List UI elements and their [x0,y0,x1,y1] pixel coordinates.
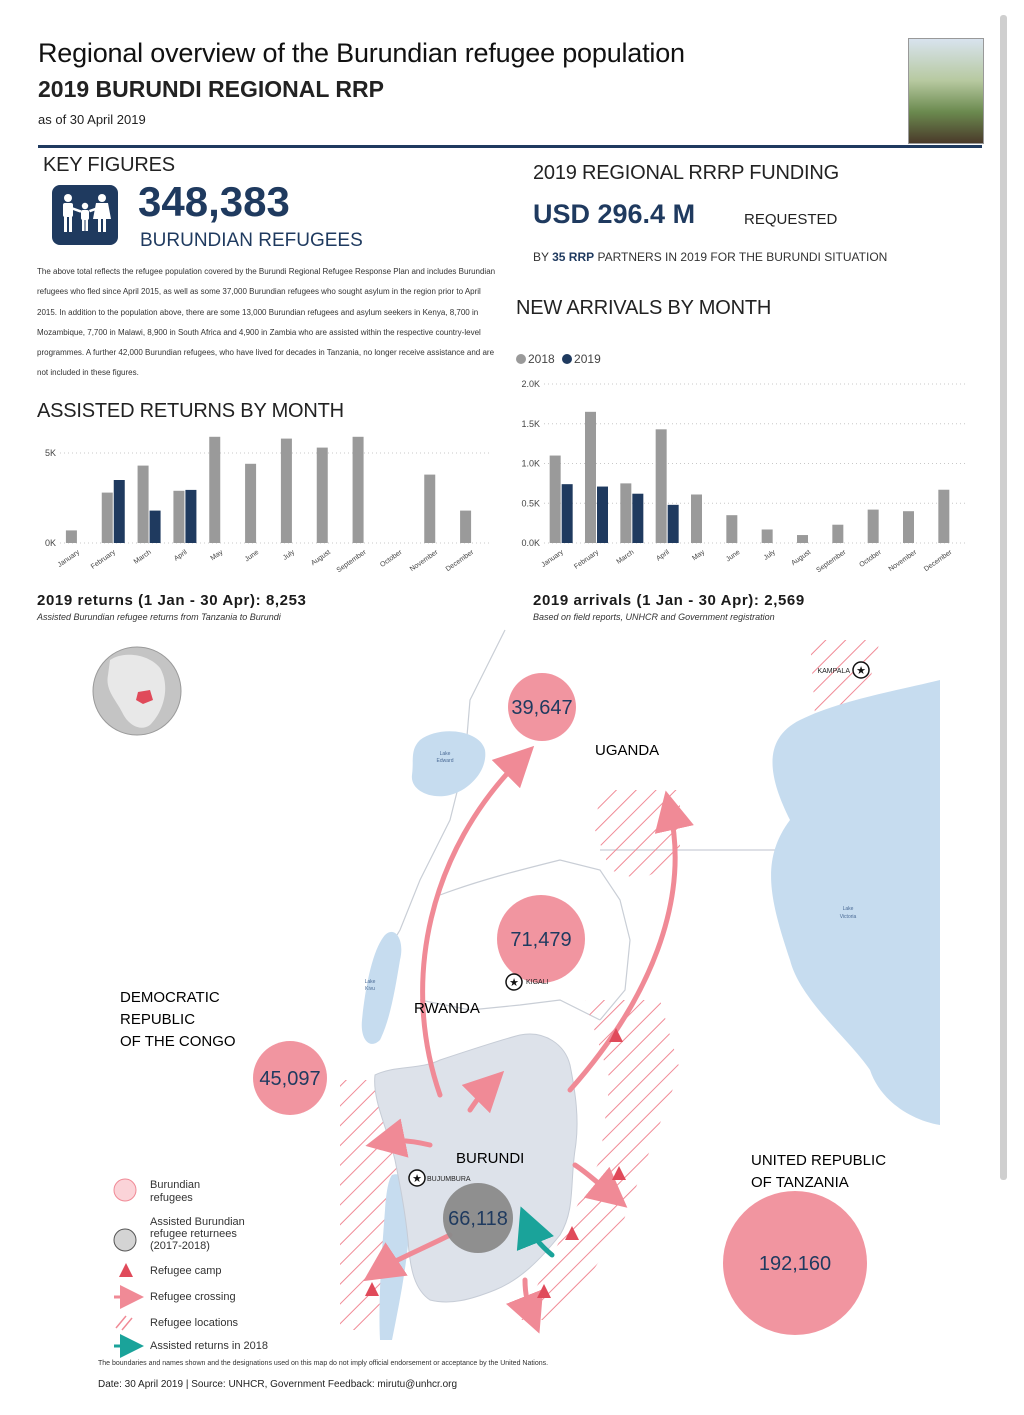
bar-2019-february [597,487,608,543]
rwanda-refugees-figure: 71,479 [510,929,572,951]
family-icon [52,185,118,245]
bar-2018-july [762,529,773,543]
as-of-date: as of 30 April 2019 [38,112,146,127]
bar-2018-december [460,511,471,543]
y-tick-label: 0K [44,538,56,548]
y-tick-label: 0.5K [521,498,540,509]
bar-2018-august [797,535,808,543]
bar-2018-december [938,490,949,543]
uganda-label: UGANDA [595,742,660,759]
y-tick-label: 1.0K [521,458,540,469]
bar-2018-november [903,511,914,543]
arrivals-stat-sub: Based on field reports, UNHCR and Government registration [533,612,775,622]
camp-legend-icon [119,1263,133,1277]
arrivals-chart [506,374,976,584]
x-tick-label: April [173,548,189,563]
bar-2018-january [550,456,561,543]
vertical-scrollbar[interactable] [1000,15,1007,1180]
returns-stat: 2019 returns (1 Jan - 30 Apr): 8,253 [37,592,307,609]
lake-kivu-label-2: Kivu [365,986,375,992]
tanzania-label-line2: OF TANZANIA [751,1174,849,1191]
arrivals-stat: 2019 arrivals (1 Jan - 30 Apr): 2,569 [533,592,805,609]
x-tick-label: May [209,548,225,563]
drc-label-line2: REPUBLIC [120,1011,196,1028]
bar-2018-july [281,439,292,543]
legend-2018-swatch [516,354,526,364]
star-glyph: ★ [509,977,519,989]
drc-label-line1: DEMOCRATIC [120,989,220,1006]
x-tick-label: August [310,548,332,568]
bar-2018-march [620,483,631,543]
y-tick-label: 1.5K [521,418,540,429]
bar-2018-february [102,493,113,543]
x-tick-label: September [335,548,368,575]
lake-victoria-label-1: Lake [842,906,854,912]
page-subtitle: 2019 BURUNDI REGIONAL RRP [38,76,384,102]
locations-legend-hatch [116,1316,132,1330]
bar-2018-november [424,475,435,543]
x-tick-label: July [762,548,777,562]
key-figures-paragraph: The above total reflects the refugee population covered by the Burundi Regional Refugee Response Plan and includes Burundian refugees who fled since April 2015, as well as some 37,000 Burundian refugees who sought asylum in the region prior to April 2015. In addition to the population above, there are some 13,000 Burundian refugees and asylum seekers in Kenya, 8,700 in Mozambique, 7,700 in Malawi, 8,900 in South Africa and 4,900 in Zambia who are assisted within the respective country-level programmes. A further 42,000 Burundian refugees, who have lived for decades in Tanzania, no longer receive assistance and are not included in these figures. [37,267,496,378]
funding-amount: USD 296.4 M [533,199,696,229]
x-tick-label: December [923,548,954,574]
page-title: Regional overview of the Burundian refugee population [38,38,685,68]
x-tick-label: December [444,548,476,574]
x-tick-label: February [89,548,117,571]
legend-returns-line1: Assisted Burundian [150,1216,245,1228]
x-tick-label: January [56,548,82,569]
lake-edward-label-1: Lake [439,751,451,757]
x-tick-label: February [573,548,601,571]
bar-2018-may [691,495,702,543]
bar-2019-march [632,494,643,543]
legend-crossing: Refugee crossing [150,1291,236,1303]
bar-2018-september [353,437,364,543]
bar-2018-october [868,510,879,543]
burundi-returns-figure: 66,118 [448,1208,508,1230]
tanzania-refugees-figure: 192,160 [758,1253,832,1275]
legend-2019-label: 2019 [574,352,601,366]
legend-refugees-line2: refugees [150,1192,193,1204]
y-tick-label: 2.0K [521,379,540,389]
star-glyph: ★ [856,665,866,677]
y-tick-label: 5K [44,448,56,458]
regional-map [0,625,1000,1360]
bar-2019-march [150,511,161,543]
kigali-label: KIGALI [526,979,549,986]
lake-edward-label-2: Edward [436,758,454,764]
refugee-total: 348,383 [138,178,290,225]
bar-2019-february [114,480,125,543]
bar-2018-may [209,437,220,543]
lake-kivu-label-1: Lake [364,979,376,985]
arrivals-legend [516,352,601,366]
map-legend [114,1179,268,1352]
funding-note-prefix: BY [533,250,553,264]
bar-2019-january [562,484,573,543]
funding-partners: 35 RRP [552,250,595,264]
legend-assisted: Assisted returns in 2018 [150,1340,269,1352]
returns-stat-sub: Assisted Burundian refugee returns from Tanzania to Burundi [37,612,281,622]
legend-locations: Refugee locations [150,1317,239,1329]
funding-note-suffix: PARTNERS IN 2019 FOR THE BURUNDI SITUATION [594,250,888,264]
funding-heading: 2019 REGIONAL RRRP FUNDING [533,162,839,184]
legend-camp: Refugee camp [150,1265,222,1277]
returns-chart [30,425,500,585]
legend-returns-swatch [114,1229,136,1251]
bujumbura-label: BUJUMBURA [427,1176,471,1183]
lake-victoria-label-2: Victoria [839,914,857,920]
x-tick-label: October [379,548,404,569]
y-tick-label: 0.0K [521,538,540,548]
bar-2019-april [668,505,679,543]
tanzania-label-line1: UNITED REPUBLIC [751,1152,887,1169]
legend-refugee-swatch [114,1179,136,1201]
x-tick-label: November [887,548,919,574]
x-tick-label: March [132,548,153,566]
drc-refugees-figure: 45,097 [259,1068,321,1090]
bar-2018-march [138,466,149,543]
bar-2018-april [173,491,184,543]
bar-2018-january [66,530,77,543]
bar-2018-august [317,448,328,543]
header-divider [38,145,982,148]
x-tick-label: June [243,548,261,564]
bar-2019-april [185,490,196,543]
returns-heading: ASSISTED RETURNS BY MONTH [37,400,344,422]
burundi-label: BURUNDI [456,1150,525,1167]
rwanda-label: RWANDA [414,1000,480,1017]
refugee-total-label: BURUNDIAN REFUGEES [140,230,363,251]
x-tick-label: July [281,548,297,562]
bar-2018-september [832,525,843,543]
kampala-label: KAMPALA [817,668,850,675]
x-tick-label: March [615,548,636,566]
footer-source: Date: 30 April 2019 | Source: UNHCR, Government Feedback: mirutu@unhcr.org [98,1379,458,1390]
legend-refugees-line1: Burundian [150,1179,201,1191]
cover-photo [908,38,984,144]
x-tick-label: May [691,548,707,563]
funding-requested-label: REQUESTED [744,211,838,228]
legend-2018-label: 2018 [528,352,555,366]
lake-victoria [771,680,940,1125]
x-tick-label: January [540,548,565,569]
bar-2018-june [245,464,256,543]
legend-2019-swatch [562,354,572,364]
star-glyph: ★ [412,1173,422,1185]
x-tick-label: September [815,548,848,575]
x-tick-label: October [858,548,883,569]
bar-2018-june [726,515,737,543]
x-tick-label: April [655,548,671,563]
bar-2018-april [656,429,667,543]
x-tick-label: August [790,548,813,568]
legend-returns-line3: (2017-2018) [150,1240,210,1252]
x-tick-label: November [408,548,440,574]
funding-note [533,250,887,264]
arrivals-heading: NEW ARRIVALS BY MONTH [516,297,772,319]
map-disclaimer: The boundaries and names shown and the designations used on this map do not imply official endorsement or acceptance by the United Nations. [98,1360,549,1367]
legend-returns-line2: refugee returnees [150,1228,237,1240]
drc-label-line3: OF THE CONGO [120,1033,236,1050]
bar-2018-february [585,412,596,543]
x-tick-label: June [725,548,742,564]
key-figures-heading: KEY FIGURES [43,154,175,176]
uganda-refugees-figure: 39,647 [511,697,573,719]
globe-inset [93,647,181,735]
